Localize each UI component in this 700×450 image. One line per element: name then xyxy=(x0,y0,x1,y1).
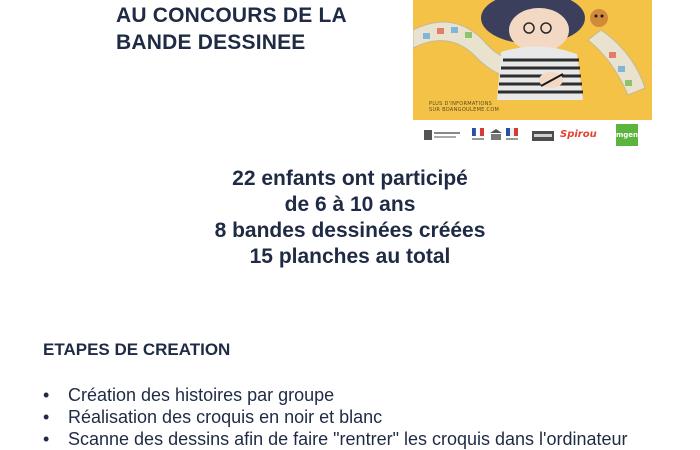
poster-info-line-1: PLUS D'INFORMATIONS xyxy=(429,101,493,107)
media-logo-icon xyxy=(532,131,554,141)
poster-info-text xyxy=(429,101,499,113)
list-item xyxy=(43,428,628,450)
heading-line-1: AU CONCOURS DE LA xyxy=(116,4,347,27)
creation-steps-list xyxy=(43,384,628,450)
list-item-text: Scanne des dessins afin de faire "rentrer" les croquis dans l'ordinateur xyxy=(68,429,628,449)
sponsor-logos xyxy=(420,124,652,148)
mgen-logo: mgen xyxy=(616,124,638,146)
list-item-text: Création des histoires par groupe xyxy=(68,385,335,405)
poster-info-line-2: SUR BDANGOULEME.COM xyxy=(429,107,500,113)
bullet-icon: • xyxy=(43,429,50,449)
list-item xyxy=(43,384,628,406)
stats-line-3: 8 bandes dessinées créées xyxy=(214,219,486,242)
region-logo-icon xyxy=(506,128,520,144)
stats-line-4: 15 planches au total xyxy=(249,245,451,268)
republique-logo-icon xyxy=(472,128,486,144)
bullet-icon: • xyxy=(43,407,50,427)
cnbd-logo-icon xyxy=(424,128,462,144)
unesco-logo-icon xyxy=(490,129,502,143)
list-item xyxy=(43,406,628,428)
participation-stats xyxy=(150,166,550,270)
bullet-icon: • xyxy=(43,385,50,405)
section-title: ETAPES DE CREATION xyxy=(43,340,231,359)
spirou-logo: Spirou xyxy=(560,129,597,140)
stats-line-1: 22 enfants ont participé xyxy=(232,167,468,190)
document-heading xyxy=(116,2,347,56)
stats-line-2: de 6 à 10 ans xyxy=(284,193,416,216)
list-item-text: Réalisation des croquis en noir et blanc xyxy=(68,407,383,427)
festival-poster-image xyxy=(413,0,652,120)
heading-line-2: BANDE DESSINEE xyxy=(116,31,306,54)
